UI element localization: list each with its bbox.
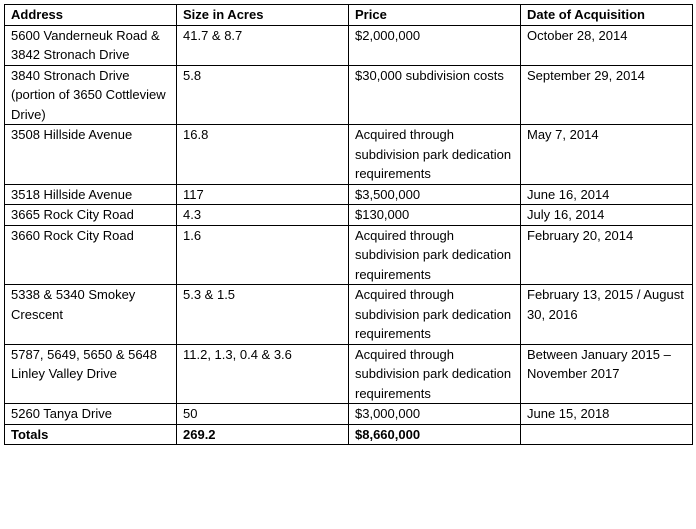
cell-size: 4.3 <box>177 205 349 226</box>
totals-date <box>521 424 693 445</box>
cell-size: 41.7 & 8.7 <box>177 25 349 65</box>
cell-date: May 7, 2014 <box>521 125 693 185</box>
table-row <box>5 285 693 345</box>
cell-address: 5260 Tanya Drive <box>5 404 177 425</box>
header-row <box>5 5 693 26</box>
cell-size: 117 <box>177 184 349 205</box>
cell-address: 5787, 5649, 5650 & 5648 Linley Valley Drive <box>5 344 177 404</box>
cell-price: $3,000,000 <box>349 404 521 425</box>
totals-row <box>5 424 693 445</box>
header-price: Price <box>349 5 521 26</box>
land-acquisitions-table <box>4 4 693 445</box>
cell-date: July 16, 2014 <box>521 205 693 226</box>
cell-size: 11.2, 1.3, 0.4 & 3.6 <box>177 344 349 404</box>
cell-price: Acquired through subdivision park dedication requirements <box>349 344 521 404</box>
cell-address: 3660 Rock City Road <box>5 225 177 285</box>
table-row <box>5 184 693 205</box>
cell-date: Between January 2015 – November 2017 <box>521 344 693 404</box>
cell-price: Acquired through subdivision park dedication requirements <box>349 125 521 185</box>
totals-price: $8,660,000 <box>349 424 521 445</box>
cell-price: Acquired through subdivision park dedication requirements <box>349 285 521 345</box>
cell-date: October 28, 2014 <box>521 25 693 65</box>
cell-address: 3665 Rock City Road <box>5 205 177 226</box>
cell-price: Acquired through subdivision park dedication requirements <box>349 225 521 285</box>
header-date: Date of Acquisition <box>521 5 693 26</box>
totals-label: Totals <box>5 424 177 445</box>
cell-size: 50 <box>177 404 349 425</box>
cell-price: $2,000,000 <box>349 25 521 65</box>
table-row <box>5 344 693 404</box>
cell-date: February 13, 2015 / August 30, 2016 <box>521 285 693 345</box>
header-size: Size in Acres <box>177 5 349 26</box>
table-row <box>5 205 693 226</box>
cell-size: 5.3 & 1.5 <box>177 285 349 345</box>
cell-date: June 16, 2014 <box>521 184 693 205</box>
cell-size: 1.6 <box>177 225 349 285</box>
cell-size: 16.8 <box>177 125 349 185</box>
cell-price: $130,000 <box>349 205 521 226</box>
totals-size: 269.2 <box>177 424 349 445</box>
cell-price: $30,000 subdivision costs <box>349 65 521 125</box>
cell-price: $3,500,000 <box>349 184 521 205</box>
table-row <box>5 65 693 125</box>
table-row <box>5 404 693 425</box>
cell-size: 5.8 <box>177 65 349 125</box>
cell-address: 5600 Vanderneuk Road & 3842 Stronach Drive <box>5 25 177 65</box>
cell-address: 3840 Stronach Drive (portion of 3650 Cottleview Drive) <box>5 65 177 125</box>
cell-date: February 20, 2014 <box>521 225 693 285</box>
cell-address: 5338 & 5340 Smokey Crescent <box>5 285 177 345</box>
table-row <box>5 225 693 285</box>
cell-address: 3508 Hillside Avenue <box>5 125 177 185</box>
cell-date: June 15, 2018 <box>521 404 693 425</box>
cell-address: 3518 Hillside Avenue <box>5 184 177 205</box>
cell-date: September 29, 2014 <box>521 65 693 125</box>
table-row <box>5 25 693 65</box>
header-address: Address <box>5 5 177 26</box>
table-row <box>5 125 693 185</box>
